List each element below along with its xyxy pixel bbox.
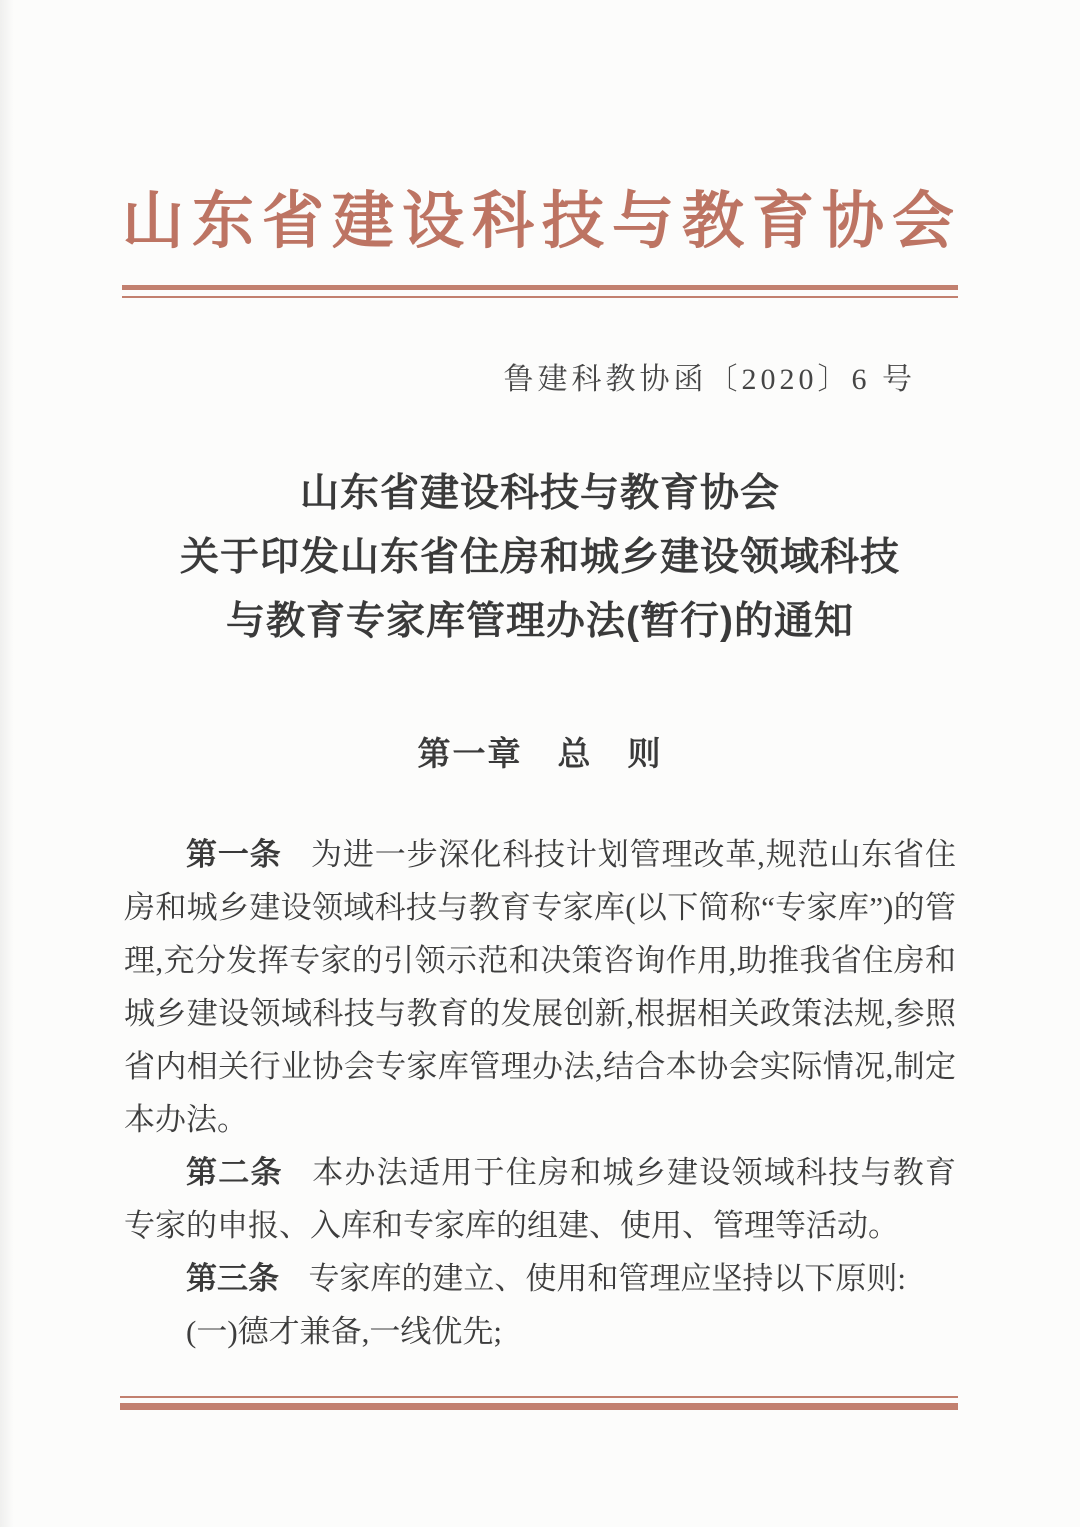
- letterhead-rule-thin: [122, 296, 958, 298]
- article-3-label: 第三条: [186, 1261, 279, 1297]
- article-1-text: 为进一步深化科技计划管理改革,规范山东省住房和城乡建设领域科技与教育专家库(以下简称“专家库”)的管理,充分发挥专家的引领示范和决策咨询作用,助推我省住房和城乡建设领域科技与教育的发展创新,根据相关政策法规,参照省内相关行业协会专家库管理办法,结合本协会实际情况,制定本办法。: [124, 837, 957, 1138]
- article-2-paragraph: [124, 1146, 956, 1252]
- footer-rule-thick: [120, 1403, 958, 1410]
- footer-rule-thin: [120, 1396, 958, 1398]
- letterhead-rule-thick: [122, 285, 958, 290]
- document-title-line-2: 关于印发山东省住房和城乡建设领域科技: [179, 536, 900, 580]
- chapter-heading: 第一章 总 则: [417, 735, 663, 773]
- article-3-paragraph: [124, 1252, 956, 1305]
- article-2-text: 本办法适用于住房和城乡建设领域科技与教育专家的申报、入库和专家库的组建、使用、管理等活动。: [124, 1155, 957, 1244]
- document-title-line-1: 山东省建设科技与教育协会: [299, 472, 780, 516]
- article-1-label: 第一条: [186, 837, 282, 873]
- clause-1-text: (一)德才兼备,一线优先;: [186, 1314, 503, 1350]
- article-1-paragraph: [124, 828, 956, 1146]
- document-body: [124, 828, 956, 1358]
- article-3-text: 专家库的建立、使用和管理应坚持以下原则:: [308, 1261, 907, 1297]
- document-reference-number: 鲁建科教协函〔2020〕6 号: [503, 363, 916, 397]
- document-title-line-3: 与教育专家库管理办法(暂行)的通知: [226, 600, 854, 644]
- article-2-label: 第二条: [186, 1155, 283, 1191]
- document-title: [122, 462, 958, 654]
- clause-1-paragraph: [124, 1305, 956, 1358]
- letterhead-org-title: 山东省建设科技与教育协会: [122, 188, 963, 256]
